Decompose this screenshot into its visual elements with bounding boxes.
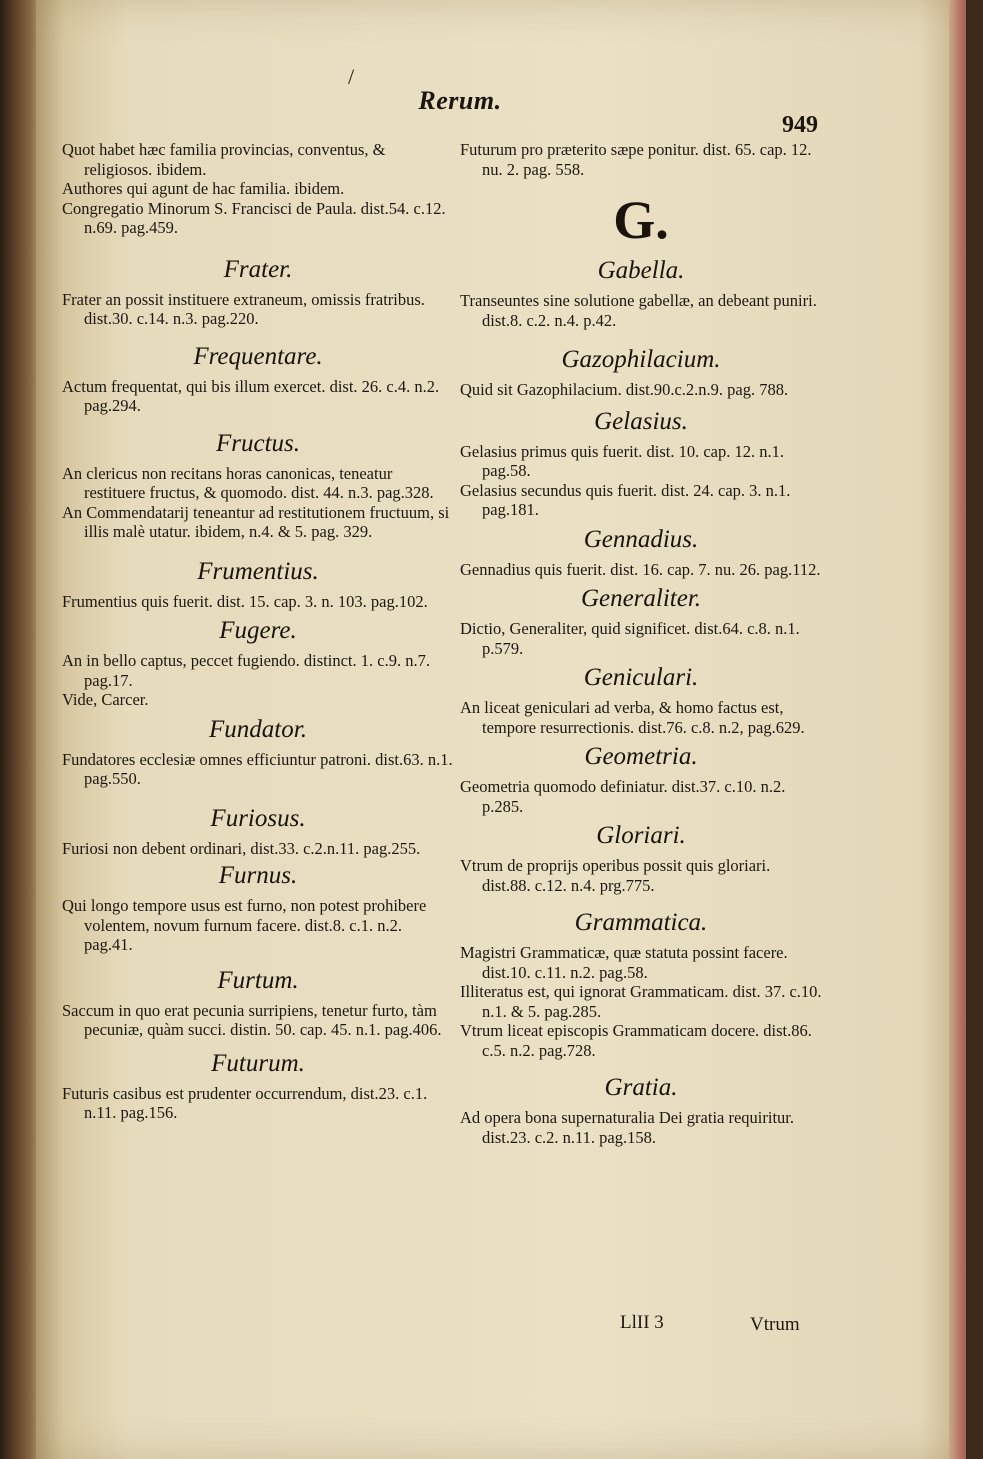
index-heading: Fugere. [219, 617, 297, 644]
index-entry: Qui longo tempore usus est furno, non potest prohibere volentem, novum furnum facere. dist.8. c.1. n.2. pag.41. [62, 896, 427, 954]
index-heading: Furtum. [217, 966, 299, 994]
index-entry: Authores qui agunt de hac familia. ibidem. [62, 179, 345, 198]
index-entry: Magistri Grammaticæ, quæ statuta possint facere. dist.10. c.11. n.2. pag.58. [460, 943, 788, 982]
index-entry: An liceat geniculari ad verba, & homo factus est, tempore resurrectionis. dist.76. c.8. n.2, pag.629. [460, 698, 805, 737]
signature-mark: LlII 3 [620, 1312, 664, 1333]
index-entry: Quot habet hæc familia provincias, conventus, & religiosos. ibidem. [62, 140, 386, 179]
index-entry: Dictio, Generaliter, quid significet. dist.64. c.8. n.1. p.579. [460, 619, 800, 658]
index-entry: Futuris casibus est prudenter occurrendum, dist.23. c.1. n.11. pag.156. [62, 1083, 428, 1122]
index-entry: Frater an possit instituere extraneum, omissis fratribus. dist.30. c.14. n.3. pag.220. [62, 289, 425, 328]
index-entry: Futurum pro præterito sæpe ponitur. dist. 65. cap. 12. nu. 2. pag. 558. [460, 140, 812, 179]
left-column [62, 140, 454, 1123]
index-entry: Saccum in quo erat pecunia surripiens, tenetur furto, tàm pecuniæ, quàm succi. distin. 50. cap. 45. n.1. pag.406. [62, 1000, 442, 1039]
index-heading: Gennadius. [583, 525, 699, 553]
index-heading: Frater. [223, 255, 293, 283]
index-heading: Furiosus. [210, 804, 306, 832]
index-entry: Quid sit Gazophilacium. dist.90.c.2.n.9. pag. 788. [460, 380, 789, 399]
index-heading: Gratia. [604, 1074, 678, 1101]
index-entry: Vide, Carcer. [62, 690, 149, 709]
index-entry: An clericus non recitans horas canonicas, teneatur restituere fructus, & quomodo. dist. 44. n.3. pag.328. [62, 463, 434, 502]
index-heading: Gazophilacium. [561, 346, 721, 373]
index-heading: Fundator. [209, 715, 307, 743]
index-entry: Vtrum liceat episcopis Grammaticam docere. dist.86. c.5. n.2. pag.728. [460, 1021, 812, 1060]
index-entry: Gelasius secundus quis fuerit. dist. 24. cap. 3. n.1. pag.181. [460, 480, 791, 519]
index-entry: Gelasius primus quis fuerit. dist. 10. cap. 12. n.1. pag.58. [460, 441, 785, 480]
index-entry: Geometria quomodo definiatur. dist.37. c.10. n.2. p.285. [460, 777, 786, 816]
page-number: 949 [782, 112, 818, 138]
right-column [460, 140, 822, 1147]
index-heading: Fructus. [215, 429, 301, 457]
index-entry: An Commendatarij teneantur ad restitutionem fructuum, si illis malè utatur. ibidem, n.4. & 5. pag. 329. [62, 502, 450, 541]
index-heading: Gloriari. [596, 822, 686, 849]
index-heading: Futurum. [211, 1049, 305, 1077]
page-edge [949, 0, 966, 1459]
index-heading: Gabella. [597, 257, 685, 284]
section-letter: G. [613, 190, 669, 250]
index-heading: Grammatica. [574, 909, 708, 936]
index-entry: An in bello captus, peccet fugiendo. distinct. 1. c.9. n.7. pag.17. [62, 651, 430, 690]
index-entry: Actum frequentat, qui bis illum exercet. dist. 26. c.4. n.2. pag.294. [62, 376, 440, 415]
stray-mark: / [348, 64, 355, 89]
index-heading: Geometria. [584, 743, 698, 770]
index-heading: Furnus. [218, 862, 298, 889]
index-entry: Fundatores ecclesiæ omnes efficiuntur patroni. dist.63. n.1. pag.550. [62, 749, 453, 788]
index-entry: Vtrum de proprijs operibus possit quis gloriari. dist.88. c.12. n.4. prg.775. [460, 856, 771, 895]
index-heading: Frumentius. [197, 557, 319, 585]
index-entry: Furiosi non debent ordinari, dist.33. c.2.n.11. pag.255. [62, 838, 421, 858]
index-heading: Gelasius. [594, 407, 688, 435]
index-entry: Congregatio Minorum S. Francisci de Paula. dist.54. c.12. n.69. pag.459. [62, 198, 446, 237]
index-heading: Frequentare. [193, 342, 323, 370]
index-entry: Transeuntes sine solutione gabellæ, an debeant puniri. dist.8. c.2. n.4. p.42. [460, 291, 817, 330]
index-entry: Illiteratus est, qui ignorat Grammaticam. dist. 37. c.10. n.1. & 5. pag.285. [460, 982, 822, 1021]
index-entry: Gennadius quis fuerit. dist. 16. cap. 7. nu. 26. pag.112. [460, 559, 821, 579]
catchword: Vtrum [750, 1314, 800, 1335]
index-heading: Geniculari. [583, 664, 699, 691]
index-heading: Generaliter. [580, 585, 702, 612]
index-entry: Frumentius quis fuerit. dist. 15. cap. 3. n. 103. pag.102. [62, 591, 428, 611]
running-head: Rerum. [418, 86, 502, 115]
index-entry: Ad opera bona supernaturalia Dei gratia requiritur. dist.23. c.2. n.11. pag.158. [460, 1108, 794, 1147]
